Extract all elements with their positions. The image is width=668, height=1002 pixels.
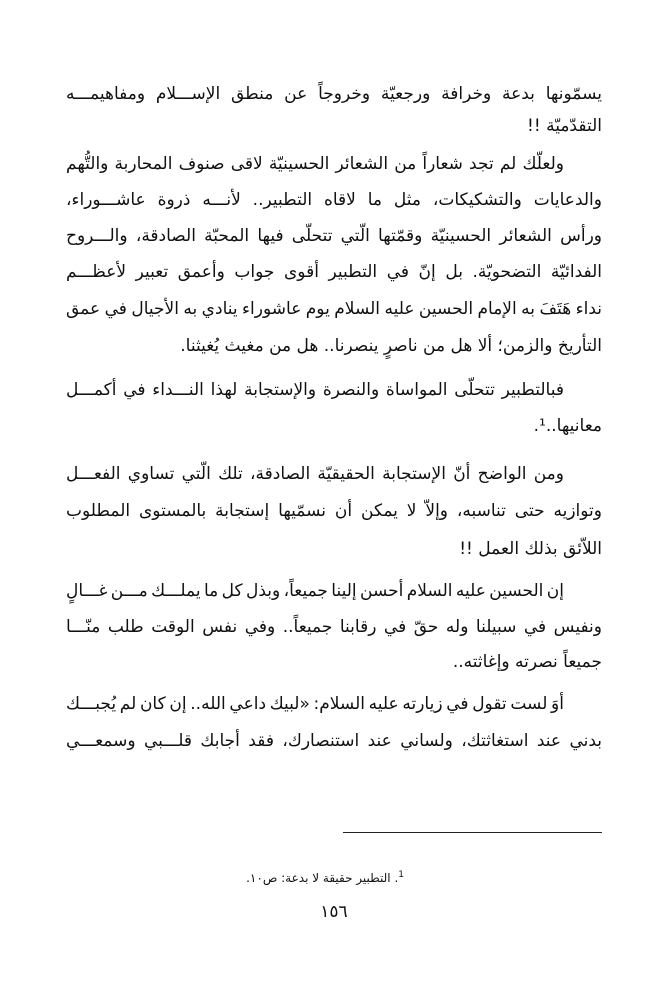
footnote-separator [343, 832, 602, 833]
text-line: أوَ لست تقول في زيارته عليه السلام: «لبيك داعي الله.. إن كان لم يُجبـــك [66, 694, 564, 714]
text-line: فبالتطبير تتحلّى المواساة والنصرة والإستجابة لهذا النـــداء في أكمـــل [66, 380, 564, 400]
text-line: معانيها..¹. [533, 416, 602, 436]
footnote-marker: 1 [398, 870, 404, 880]
footnote [246, 870, 404, 885]
text-line: ومن الواضح أنّ الإستجابة الحقيقيّة الصادقة، تلك الّتي تساوي الفعـــل [66, 464, 564, 484]
text-line: بدني عند استغاثتك، ولساني عند استنصارك، فقد أجابك قلـــبي وسمعـــي [66, 731, 602, 751]
text-line: جميعاً نصرته وإغاثته.. [452, 652, 602, 672]
text-line: اللاّئق بذلك العمل !! [459, 539, 602, 559]
text-line: نداء هَتَفَ به الإمام الحسين عليه السلام يوم عاشوراء ينادي به الأجيال في عمق [66, 299, 602, 319]
text-line: إن الحسين عليه السلام أحسن إلينا جميعاً، وبذل كل ما يملـــك مـــن غـــالٍ [66, 581, 564, 601]
page-number: ١٥٦ [320, 902, 348, 922]
text-line: التأريخ والزمن؛ ألا هل من ناصرٍ ينصرنا.. هل من مغيث يُغيثنا. [180, 336, 602, 356]
text-line: يسمّونها بدعة وخرافة ورجعيّة وخروجاً عن منطق الإســـلام ومفاهيمـــه [66, 84, 602, 104]
text-line: والدعايات والتشكيكات، مثل ما لاقاه التطبير.. لأنـــه ذروة عاشـــوراء، [66, 190, 602, 210]
text-line: ونفيس في سبيلنا وله حقّ في رقابنا جميعاً.. وفي نفس الوقت طلب منّـــا [66, 617, 602, 637]
text-line: الفدائيّة التضحويّة. بل إنّ في التطبير أقوى جواب وأعمق تعبير لأعظـــم [66, 262, 602, 282]
text-line: وتوازيه حتى تناسبه، وإلاّ لا يمكن أن نسمّيها إستجابة بالمستوى المطلوب [66, 501, 602, 521]
text-line: ورأس الشعائر الحسينيّة وقمّتها الّتي تتحلّى فيها المحبّة الصادقة، والـــروح [66, 226, 602, 246]
footnote-text: . التطبير حقيقة لا بدعة: ص١٠. [246, 871, 399, 885]
text-line: ولعلّك لم تجد شعاراً من الشعائر الحسينيّة لاقى صنوف المحاربة والتُّهم [66, 154, 564, 174]
text-line: التقدّميّة !! [527, 116, 602, 136]
